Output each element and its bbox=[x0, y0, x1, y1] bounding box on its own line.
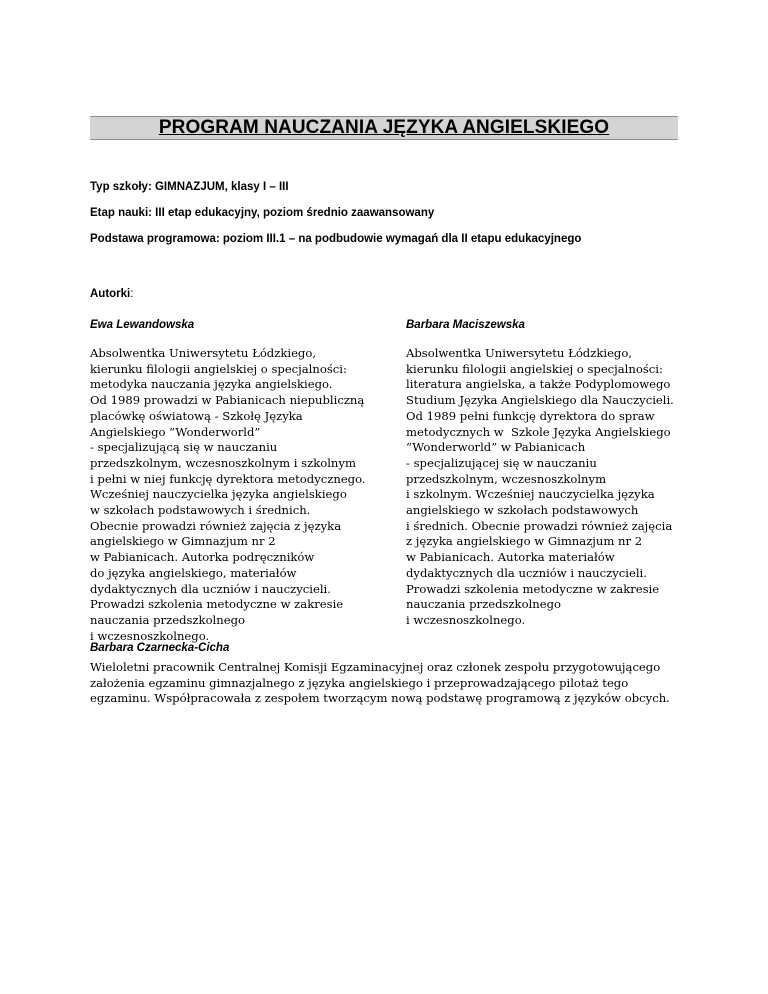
author-bio: Absolwentka Uniwersytetu Łódzkiego, kierunku filologii angielskiej o specjalności: metodyka nauczania języka angielskiego. Od 1989 prowadzi w Pabianicach niepubliczną placówkę oświatową - Szkołę Języka Angielskiego “Wonderworld” - specjalizującą się w nauczaniu przedszkolnym, wczesnoszkolnym i szkolnym i pełni w niej funkcję dyrektora metodycznego. Wcześniej nauczycielka języka angielskiego w szkołach podstawowych i średnich. Obecnie prowadzi również zajęcia z języka angielskiego w Gimnazjum nr 2 w Pabianicach. Autorka podręczników do języka angielskiego, materiałów dydaktycznych dla uczniów i nauczycieli. Prowadzi szkolenia metodyczne w zakresie nauczania przedszkolnego i wczesnoszkolnego. bbox=[90, 346, 366, 643]
document-title: PROGRAM NAUCZANIA JĘZYKA ANGIELSKIEGO bbox=[158, 117, 610, 138]
title-banner bbox=[90, 116, 678, 140]
education-stage-line: Etap nauki: III etap edukacyjny, poziom średnio zaawansowany bbox=[90, 207, 435, 219]
author-name: Barbara Czarnecka-Cicha bbox=[90, 642, 230, 654]
authors-heading bbox=[90, 287, 133, 301]
authors-label: Autorki bbox=[90, 288, 131, 300]
school-type-line: Typ szkoły: GIMNAZJUM, klasy I – III bbox=[90, 181, 289, 193]
author-bio: Absolwentka Uniwersytetu Łódzkiego, kierunku filologii angielskiej o specjalności: literatura angielska, a także Podyplomowego Studium Języka Angielskiego dla Nauczycieli. Od 1989 pełni funkcję dyrektora do spraw metodycznych w Szkole Języka Angielskiego “Wonderworld” w Pabianicach - specjalizującej się w nauczaniu przedszkolnym, wczesnoszkolnym i szkolnym. Wcześniej nauczycielka języka angielskiego w szkołach podstawowych i średnich. Obecnie prowadzi również zajęcia z języka angielskiego w Gimnazjum nr 2 w Pabianicach. Autorka materiałów dydaktycznych dla uczniów i nauczycieli. Prowadzi szkolenia metodyczne w zakresie nauczania przedszkolnego i wczesnoszkolnego. bbox=[406, 346, 674, 627]
author-bio: Wieloletni pracownik Centralnej Komisji Egzaminacyjnej oraz członek zespołu przygotowującego założenia egzaminu gimnazjalnego z języka angielskiego i przeprowadzającego pilotaż tego egzaminu. Współpracowała z zespołem tworzącym nową podstawę programową z języków obcych. bbox=[90, 660, 670, 706]
curriculum-basis-line: Podstawa programowa: poziom III.1 – na podbudowie wymagań dla II etapu edukacyjnego bbox=[90, 233, 582, 245]
authors-colon: : bbox=[130, 288, 134, 300]
author-name: Ewa Lewandowska bbox=[90, 319, 195, 331]
author-name: Barbara Maciszewska bbox=[406, 319, 525, 331]
